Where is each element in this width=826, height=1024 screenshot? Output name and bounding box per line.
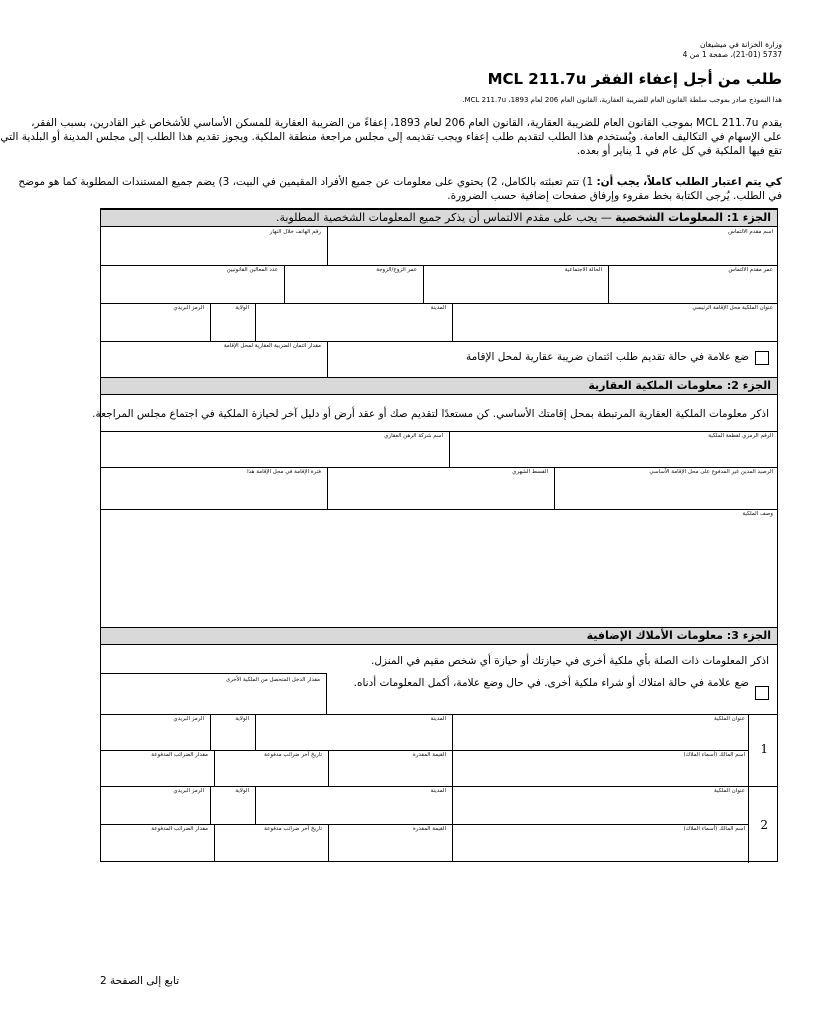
completeness-line: في الطلب. يُرجى الكتابة بخط مقروء وإرفاق صفحات إضافية حسب الضرورة. [447, 190, 782, 202]
row2-last-tax-label: تاريخ آخر ضرائب مدفوعة [264, 826, 322, 832]
part1-heading-rest: — يجب على مقدم الالتماس أن يذكر جميع المعلومات الشخصية المطلوبة. [276, 211, 616, 224]
state-label: الولاية [235, 305, 249, 311]
row1-address-label: عنوان الملكية [714, 716, 745, 722]
row1-last-tax-field[interactable] [212, 750, 326, 786]
residence-period-field[interactable] [101, 467, 327, 509]
dependents-field[interactable] [101, 265, 284, 303]
mortgage-company-field[interactable] [101, 431, 449, 467]
property-description-field[interactable] [101, 509, 777, 627]
row2-last-tax-field[interactable] [212, 824, 326, 861]
intro-paragraph [0, 116, 782, 158]
completeness-bold: كي يتم اعتبار الطلب كاملاً، يجب أن: [596, 176, 782, 188]
petitioner-name-field[interactable] [326, 227, 777, 265]
residence-period-label: فترة الإقامة في محل الإقامة هذا [247, 469, 321, 475]
residence-address-field[interactable] [450, 303, 777, 341]
tax-credit-amount-field[interactable] [101, 341, 327, 377]
part2-instruction: اذكر معلومات الملكية العقارية المرتبطة بمحل إقامتك الأساسي. كن مستعدًا لتقديم صك أو عقد أرض أو دليل آخر لحيازة الملكية في اجتماع مجلس المراجعة. [92, 408, 769, 420]
completeness-paragraph [18, 175, 782, 203]
city-label: المدينة [430, 305, 446, 311]
property-description-label: وصف الملكية [742, 511, 773, 517]
tax-credit-amount-label: مقدار ائتمان الضريبة العقارية لمحل الإقامة [223, 343, 321, 349]
petitioner-age-field[interactable] [606, 265, 777, 303]
parcel-code-field[interactable] [447, 431, 777, 467]
row2-taxes-paid-field[interactable] [101, 824, 214, 861]
row1-owner-label: اسم المالك (أسماء الملاك) [683, 752, 745, 758]
row2-city-field[interactable] [253, 786, 450, 824]
spouse-age-field[interactable] [282, 265, 421, 303]
marital-status-field[interactable] [421, 265, 606, 303]
agency-name: وزارة الخزانة في ميشيغان [699, 40, 782, 49]
property-row-number: 1 [760, 742, 768, 756]
part3-heading: الجزء 3: معلومات الأملاك الإضافية [101, 627, 777, 645]
row1-address-field[interactable] [450, 714, 749, 750]
row2-address-label: عنوان الملكية [714, 788, 745, 794]
marital-status-label: الحالة الاجتماعية [564, 267, 602, 273]
completeness-line: 1) تتم تعبئته بالكامل، 2) يحتوي على معلومات عن جميع الأفراد المقيمين في البيت، 3) يضم جميع المستندات المطلوبة كما هو موضح [18, 176, 597, 188]
row1-city-field[interactable] [253, 714, 450, 750]
row1-zip-label: الرمز البريدي [173, 716, 204, 722]
tax-credit-checkbox-text: ضع علامة في حالة تقديم طلب ائتمان ضريبة عقارية لمحل الإقامة [466, 351, 749, 363]
row1-state-label: الولاية [235, 716, 249, 722]
intro-line: يقدم MCL 211.7u بموجب القانون العام للضريبة العقارية، القانون العام 206 لعام 1893، إعفاءً من الضريبة العقارية للمسكن الأساسي للأشخاص غير القادرين، بسبب الفقر، [31, 117, 782, 129]
row1-zip-field[interactable] [101, 714, 210, 750]
row1-last-tax-label: تاريخ آخر ضرائب مدفوعة [264, 752, 322, 758]
dependents-label: عدد المعالين القانونيين [226, 267, 278, 273]
row2-state-label: الولاية [235, 788, 249, 794]
unpaid-balance-field[interactable] [552, 467, 777, 509]
part1-heading [101, 209, 777, 227]
other-income-label: مقدار الدخل المتحصل من الملكية الأخرى [225, 677, 320, 683]
zip-field[interactable] [101, 303, 210, 341]
row1-state-field[interactable] [208, 714, 253, 750]
tax-credit-checkbox[interactable] [755, 351, 769, 365]
spouse-age-label: عمر الزوج/الزوجة [376, 267, 417, 273]
authority-statement: هذا النموذج صادر بموجب سلطة القانون العام للضريبة العقارية، القانون العام 206 لعام 1893، MCL 211.7u. [462, 96, 782, 104]
petitioner-name-label: اسم مقدم الالتماس [728, 229, 773, 235]
part2-heading: الجزء 2: معلومات الملكية العقارية [101, 377, 777, 395]
row2-taxes-paid-label: مقدار الضرائب المدفوعة [151, 826, 208, 832]
row1-taxes-paid-label: مقدار الضرائب المدفوعة [151, 752, 208, 758]
part3-instruction: اذكر المعلومات ذات الصلة بأي ملكية أخرى في حيازتك أو حيازة أي شخص مقيم في المنزل. [370, 655, 769, 667]
row2-zip-field[interactable] [101, 786, 210, 824]
form-title: طلب من أجل إعفاء الفقر MCL 211.7u [487, 70, 782, 88]
form-page-number: 5737 (21-01)، صفحة 1 من 4 [682, 50, 782, 59]
continue-note: تابع إلى الصفحة 2 [100, 975, 180, 987]
parcel-code-label: الرقم الرمزي لقطعة الملكية [708, 433, 773, 439]
petitioner-age-label: عمر مقدم الالتماس [728, 267, 773, 273]
daytime-phone-field[interactable] [101, 227, 327, 265]
row2-owner-label: اسم المالك (أسماء الملاك) [683, 826, 745, 832]
row1-taxes-paid-field[interactable] [101, 750, 214, 786]
other-income-field[interactable] [101, 673, 326, 714]
part1-heading-bold: الجزء 1: المعلومات الشخصية [615, 211, 771, 224]
row2-value-label: القيمة المقدرة [412, 826, 446, 832]
row2-owner-field[interactable] [450, 824, 749, 861]
daytime-phone-label: رقم الهاتف خلال النهار [269, 229, 321, 235]
zip-label: الرمز البريدي [173, 305, 204, 311]
row2-zip-label: الرمز البريدي [173, 788, 204, 794]
intro-line: على الإسهام في التكاليف العامة. ويُستخدم هذا الطلب لتقديم طلب إعفاء ويجب تقديمه إلى مجلس مراجعة منطقة الملكية. ويجوز تقديم هذا الطلب إلى مجلس المدينة أو البلدية التي [0, 131, 782, 143]
property-row-number: 2 [760, 818, 768, 832]
row1-city-label: المدينة [430, 716, 446, 722]
state-field[interactable] [208, 303, 253, 341]
header-block [683, 40, 782, 60]
monthly-payment-label: القسط الشهري [512, 469, 548, 475]
monthly-payment-field[interactable] [325, 467, 552, 509]
intro-line: تقع فيها الملكية في كل عام في 1 يناير أو بعده. [576, 145, 782, 157]
mortgage-company-label: اسم شركة الرهن العقاري [384, 433, 443, 439]
row2-state-field[interactable] [208, 786, 253, 824]
row1-owner-field[interactable] [450, 750, 749, 786]
application-form [92, 208, 778, 862]
row1-value-label: القيمة المقدرة [412, 752, 446, 758]
row2-address-field[interactable] [450, 786, 749, 824]
other-property-checkbox-text: ضع علامة في حالة امتلاك أو شراء ملكية أخرى. في حال وضع علامة، أكمل المعلومات أدناه. [353, 677, 749, 689]
other-property-checkbox[interactable] [755, 686, 769, 700]
row2-value-field[interactable] [326, 824, 450, 861]
city-field[interactable] [253, 303, 450, 341]
row1-value-field[interactable] [326, 750, 450, 786]
unpaid-balance-label: الرصيد المدين غير المدفوع على محل الإقامة الأساسي [649, 469, 773, 475]
residence-address-label: عنوان الملكية محل الإقامة الرئيسي [692, 305, 773, 311]
row2-city-label: المدينة [430, 788, 446, 794]
